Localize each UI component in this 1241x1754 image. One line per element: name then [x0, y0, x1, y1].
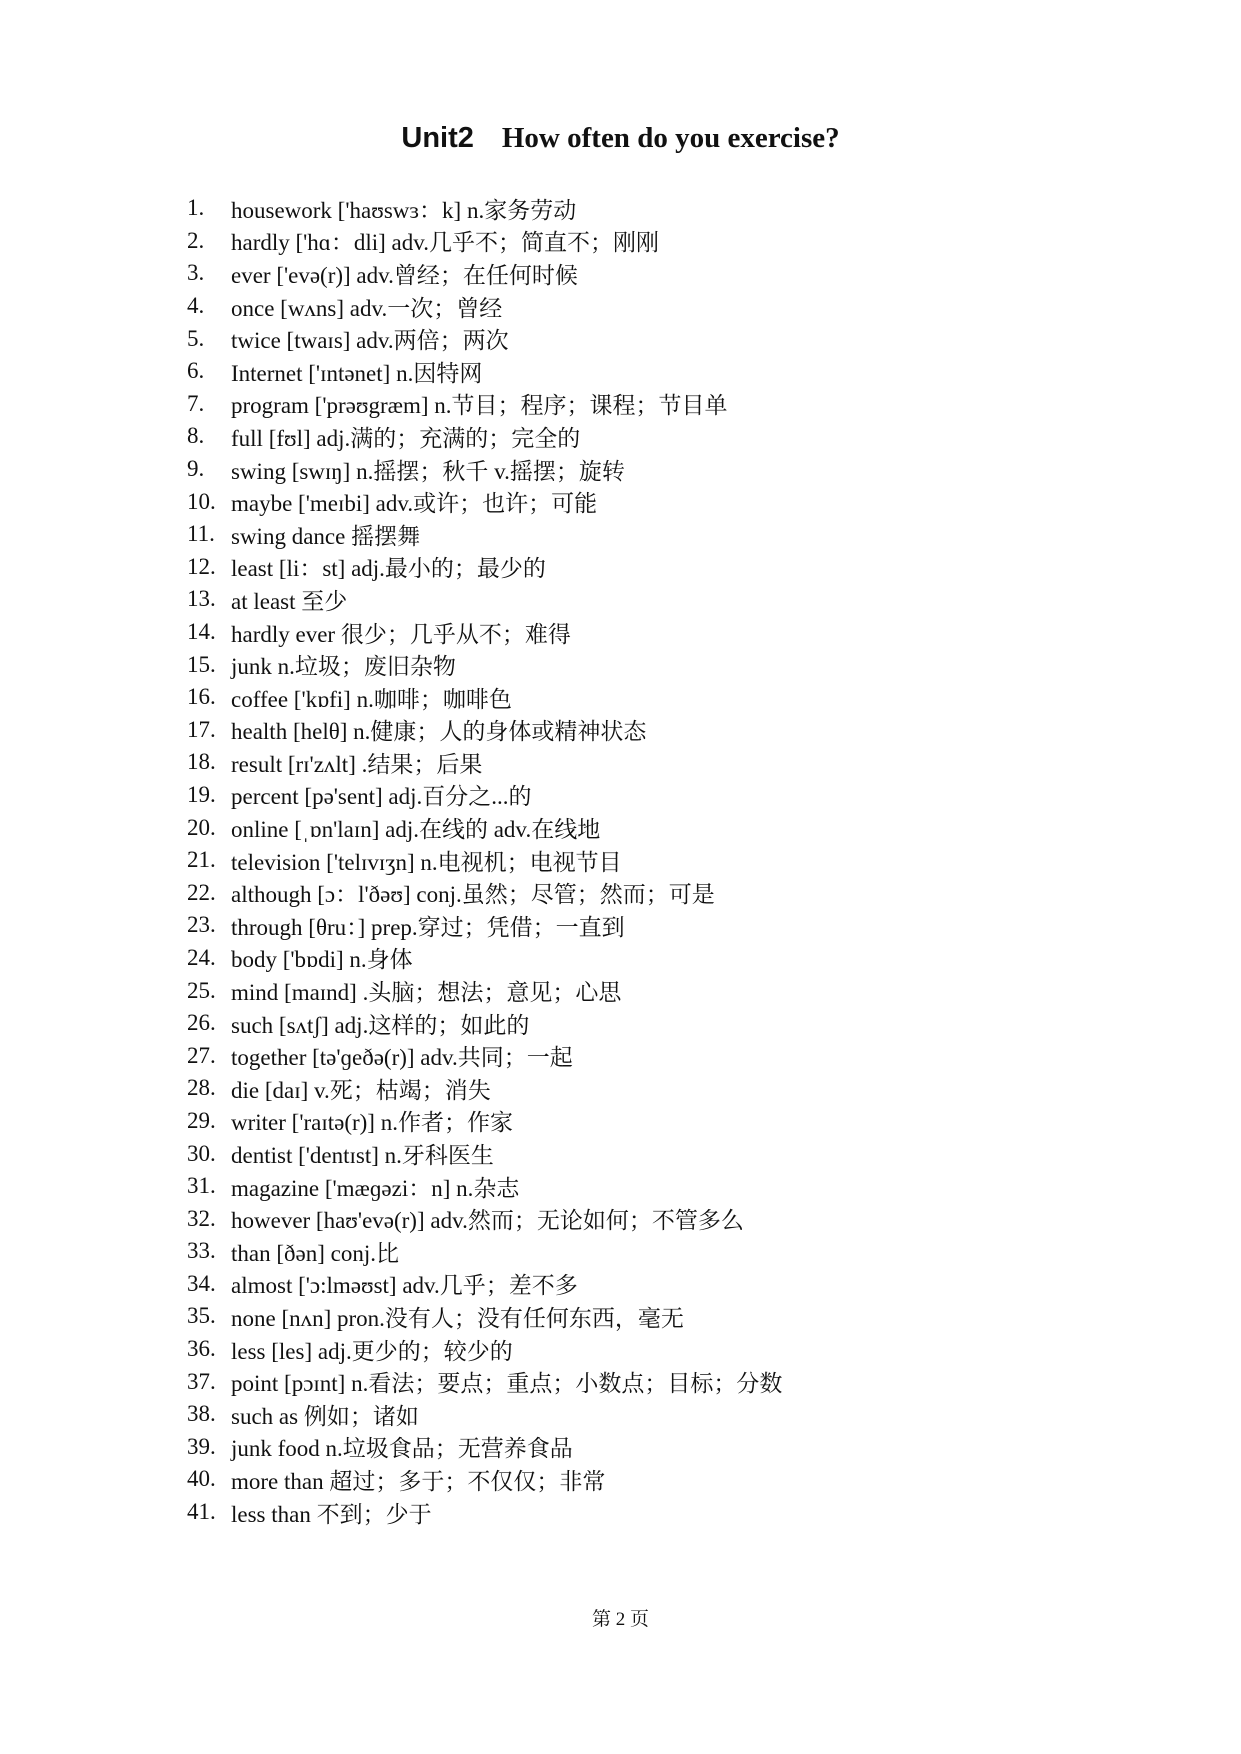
list-item	[187, 290, 1087, 323]
item-number: 20.	[187, 814, 216, 840]
list-item	[187, 876, 1087, 909]
list-item	[187, 1137, 1087, 1170]
item-number: 19.	[187, 781, 216, 807]
list-item	[187, 257, 1087, 290]
list-item	[187, 746, 1087, 779]
list-item	[187, 1072, 1087, 1105]
item-text: point [pɔɪnt] n.看法；要点；重点；小数点；目标；分数	[231, 1371, 783, 1397]
list-item	[187, 1170, 1087, 1203]
item-number: 5.	[187, 325, 205, 351]
item-text: than [ðən] conj.比	[231, 1240, 399, 1266]
item-number: 12.	[187, 553, 216, 579]
item-number: 35.	[187, 1303, 216, 1329]
item-number: 26.	[187, 1010, 216, 1036]
item-number: 27.	[187, 1042, 216, 1068]
list-item	[187, 1235, 1087, 1268]
list-item	[187, 974, 1087, 1007]
item-text: percent [pə'sent] adj.百分之...的	[231, 784, 532, 810]
item-text: mind [maɪnd] .头脑；想法；意见；心思	[231, 980, 622, 1006]
item-text: junk food n.垃圾食品；无营养食品	[231, 1436, 573, 1462]
list-item	[187, 942, 1087, 975]
item-number: 14.	[187, 619, 216, 645]
item-number: 1.	[187, 195, 205, 221]
list-item	[187, 388, 1087, 421]
item-number: 10.	[187, 488, 216, 514]
item-text: once [wʌns] adv.一次；曾经	[231, 295, 503, 321]
list-item	[187, 322, 1087, 355]
page-title	[0, 118, 1241, 158]
item-number: 7.	[187, 390, 205, 416]
item-text: hardly ['hɑ：dli] adv.几乎不；简直不；刚刚	[231, 230, 659, 256]
item-text: body ['bɒdi] n.身体	[231, 947, 413, 973]
list-item	[187, 355, 1087, 388]
list-item	[187, 1398, 1087, 1431]
item-text: result [rɪ'zʌlt] .结果；后果	[231, 751, 483, 777]
item-number: 18.	[187, 749, 216, 775]
item-text: such [sʌtʃ] adj.这样的；如此的	[231, 1012, 530, 1038]
item-text: such as 例如；诸如	[231, 1403, 419, 1429]
list-item	[187, 420, 1087, 453]
item-number: 17.	[187, 716, 216, 742]
item-text: junk n.垃圾；废旧杂物	[231, 654, 456, 680]
item-number: 22.	[187, 879, 216, 905]
item-text: magazine ['mæɡəzi：n] n.杂志	[231, 1175, 520, 1201]
item-text: online [ˌɒn'laɪn] adj.在线的 adv.在线地	[231, 817, 601, 843]
item-text: full [fʊl] adj.满的；充满的；完全的	[231, 425, 581, 451]
item-text: television ['telɪvɪʒn] n.电视机；电视节目	[231, 849, 622, 875]
item-number: 9.	[187, 456, 205, 482]
list-item	[187, 681, 1087, 714]
item-number: 21.	[187, 847, 216, 873]
item-text: least [li：st] adj.最小的；最少的	[231, 556, 546, 582]
list-item	[187, 485, 1087, 518]
list-item	[187, 1496, 1087, 1529]
vocabulary-list	[187, 192, 1087, 1528]
item-text: swing [swɪŋ] n.摇摆；秋千 v.摇摆；旋转	[231, 458, 625, 484]
item-text: almost ['ɔ:lməʊst] adv.几乎；差不多	[231, 1273, 578, 1299]
list-item	[187, 844, 1087, 877]
item-number: 8.	[187, 423, 205, 449]
item-number: 36.	[187, 1336, 216, 1362]
list-item	[187, 1202, 1087, 1235]
item-text: less [les] adj.更少的；较少的	[231, 1338, 513, 1364]
list-item	[187, 225, 1087, 258]
list-item	[187, 453, 1087, 486]
item-text: through [θru：] prep.穿过；凭借；一直到	[231, 914, 625, 940]
item-number: 4.	[187, 293, 205, 319]
item-number: 11.	[187, 521, 215, 547]
list-item	[187, 779, 1087, 812]
list-item	[187, 1431, 1087, 1464]
list-item	[187, 714, 1087, 747]
item-number: 33.	[187, 1238, 216, 1264]
item-number: 24.	[187, 944, 216, 970]
item-text: hardly ever 很少；几乎从不；难得	[231, 621, 571, 647]
item-text: maybe ['meɪbi] adv.或许；也许；可能	[231, 491, 598, 517]
item-number: 40.	[187, 1466, 216, 1492]
unit-label: Unit2	[401, 122, 474, 154]
item-text: health [helθ] n.健康；人的身体或精神状态	[231, 719, 647, 745]
unit-question: How often do you exercise?	[501, 122, 840, 154]
list-item	[187, 1039, 1087, 1072]
item-text: swing dance 摇摆舞	[231, 523, 421, 549]
item-number: 34.	[187, 1270, 216, 1296]
item-text: twice [twaɪs] adv.两倍；两次	[231, 328, 509, 354]
item-text: at least 至少	[231, 588, 348, 614]
item-text: Internet ['ɪntənet] n.因特网	[231, 360, 483, 386]
item-text: more than 超过；多于；不仅仅；非常	[231, 1468, 606, 1494]
item-number: 23.	[187, 912, 216, 938]
item-text: less than 不到；少于	[231, 1501, 432, 1527]
item-number: 31.	[187, 1173, 216, 1199]
item-text: dentist ['dentɪst] n.牙科医生	[231, 1143, 494, 1169]
item-number: 30.	[187, 1140, 216, 1166]
item-number: 25.	[187, 977, 216, 1003]
list-item	[187, 583, 1087, 616]
list-item	[187, 1333, 1087, 1366]
item-number: 29.	[187, 1107, 216, 1133]
item-number: 13.	[187, 586, 216, 612]
page-number: 第 2 页	[591, 1609, 649, 1630]
item-number: 2.	[187, 227, 205, 253]
item-text: although [ɔ：l'ðəʊ] conj.虽然；尽管；然而；可是	[231, 882, 715, 908]
item-text: program ['prəʊgræm] n.节目；程序；课程；节目单	[231, 393, 728, 419]
item-text: however [haʊ'evə(r)] adv.然而；无论如何；不管多么	[231, 1208, 744, 1234]
list-item	[187, 1268, 1087, 1301]
list-item	[187, 616, 1087, 649]
item-number: 39.	[187, 1433, 216, 1459]
item-number: 37.	[187, 1368, 216, 1394]
item-number: 28.	[187, 1075, 216, 1101]
item-text: die [daɪ] v.死；枯竭；消失	[231, 1077, 491, 1103]
item-number: 16.	[187, 684, 216, 710]
list-item	[187, 909, 1087, 942]
list-item	[187, 518, 1087, 551]
list-item	[187, 1007, 1087, 1040]
list-item	[187, 648, 1087, 681]
item-number: 41.	[187, 1499, 216, 1525]
item-text: ever ['evə(r)] adv.曾经；在任何时候	[231, 262, 578, 288]
list-item	[187, 1300, 1087, 1333]
item-text: coffee ['kɒfi] n.咖啡；咖啡色	[231, 686, 512, 712]
list-item	[187, 811, 1087, 844]
list-item	[187, 1365, 1087, 1398]
item-number: 32.	[187, 1205, 216, 1231]
item-text: none [nʌn] pron.没有人；没有任何东西，毫无	[231, 1305, 684, 1331]
item-text: housework ['haʊswɜ：k] n.家务劳动	[231, 197, 577, 223]
list-item	[187, 1105, 1087, 1138]
item-text: writer ['raɪtə(r)] n.作者；作家	[231, 1110, 513, 1136]
item-number: 6.	[187, 358, 205, 384]
item-number: 15.	[187, 651, 216, 677]
item-number: 38.	[187, 1401, 216, 1427]
list-item	[187, 192, 1087, 225]
list-item	[187, 551, 1087, 584]
item-number: 3.	[187, 260, 205, 286]
list-item	[187, 1463, 1087, 1496]
item-text: together [tə'ɡeðə(r)] adv.共同；一起	[231, 1045, 573, 1071]
